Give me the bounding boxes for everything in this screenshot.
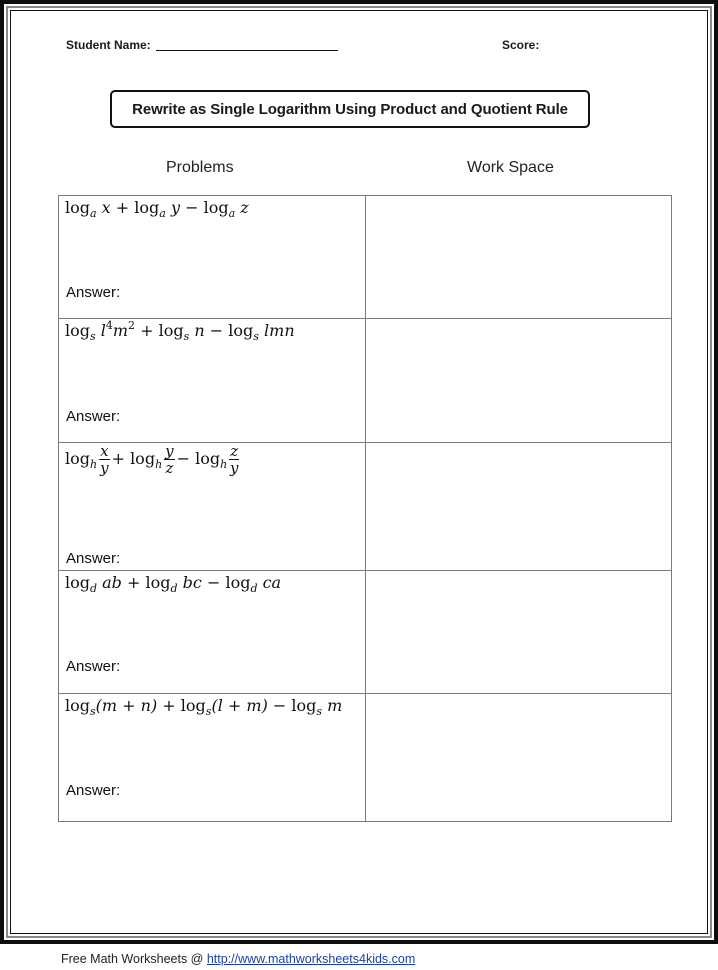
work-space-cell[interactable] [366,443,672,571]
table-row [59,319,672,443]
problem-cell [59,319,366,443]
answer-label: Answer: [66,408,121,425]
problem-expression: $\log_s(m + n) + \log_s(l + m) - \log_s m$ [65,696,343,718]
work-space-cell[interactable] [366,319,672,443]
table-row [59,571,672,694]
student-name-blank[interactable] [156,50,338,51]
score-label: Score: [502,38,540,52]
table-row [59,694,672,822]
problem-cell [59,571,366,694]
student-name-label: Student Name: [66,38,151,52]
work-space-cell[interactable] [366,694,672,822]
table-row [59,196,672,319]
fraction: $\frac{y}{z}$ [165,442,174,477]
answer-label: Answer: [66,658,121,675]
footer [61,952,415,966]
problem-cell [59,196,366,319]
footer-link[interactable]: http://www.mathworksheets4kids.com [206,952,416,966]
problem-expression: $\log_h$ $\frac{x}{y}$ + $\log_h$ $\frac{y}{z}$ − $\log_h$ $\frac{z}{y}$ [65,442,239,477]
fraction: $\frac{x}{y}$ [100,442,109,477]
work-space-cell[interactable] [366,571,672,694]
column-header-problems: Problems [166,159,234,176]
table-row [59,443,672,571]
problem-expression: $\log_a x + \log_a y - \log_a z$ [65,198,249,220]
problem-cell [59,694,366,822]
answer-label: Answer: [66,550,121,567]
answer-label: Answer: [66,284,121,301]
problem-expression: $\log_s l^4m^2 + \log_s n - \log_s$ lmn [65,319,295,343]
problem-cell [59,443,366,571]
worksheet-title-text: Rewrite as Single Logarithm Using Product and Quotient Rule [132,100,568,118]
fraction: $\frac{z}{y}$ [229,442,239,477]
worksheet-title [110,90,590,128]
answer-label: Answer: [66,782,121,799]
footer-prefix: Free Math Worksheets @ [61,952,207,966]
problem-expression: $\log_d$ ab + $\log_d$ bc − $\log_d$ ca [65,573,282,595]
work-space-cell[interactable] [366,196,672,319]
column-header-work-space: Work Space [467,159,554,176]
problems-table [58,195,672,822]
worksheet-header [66,38,654,56]
